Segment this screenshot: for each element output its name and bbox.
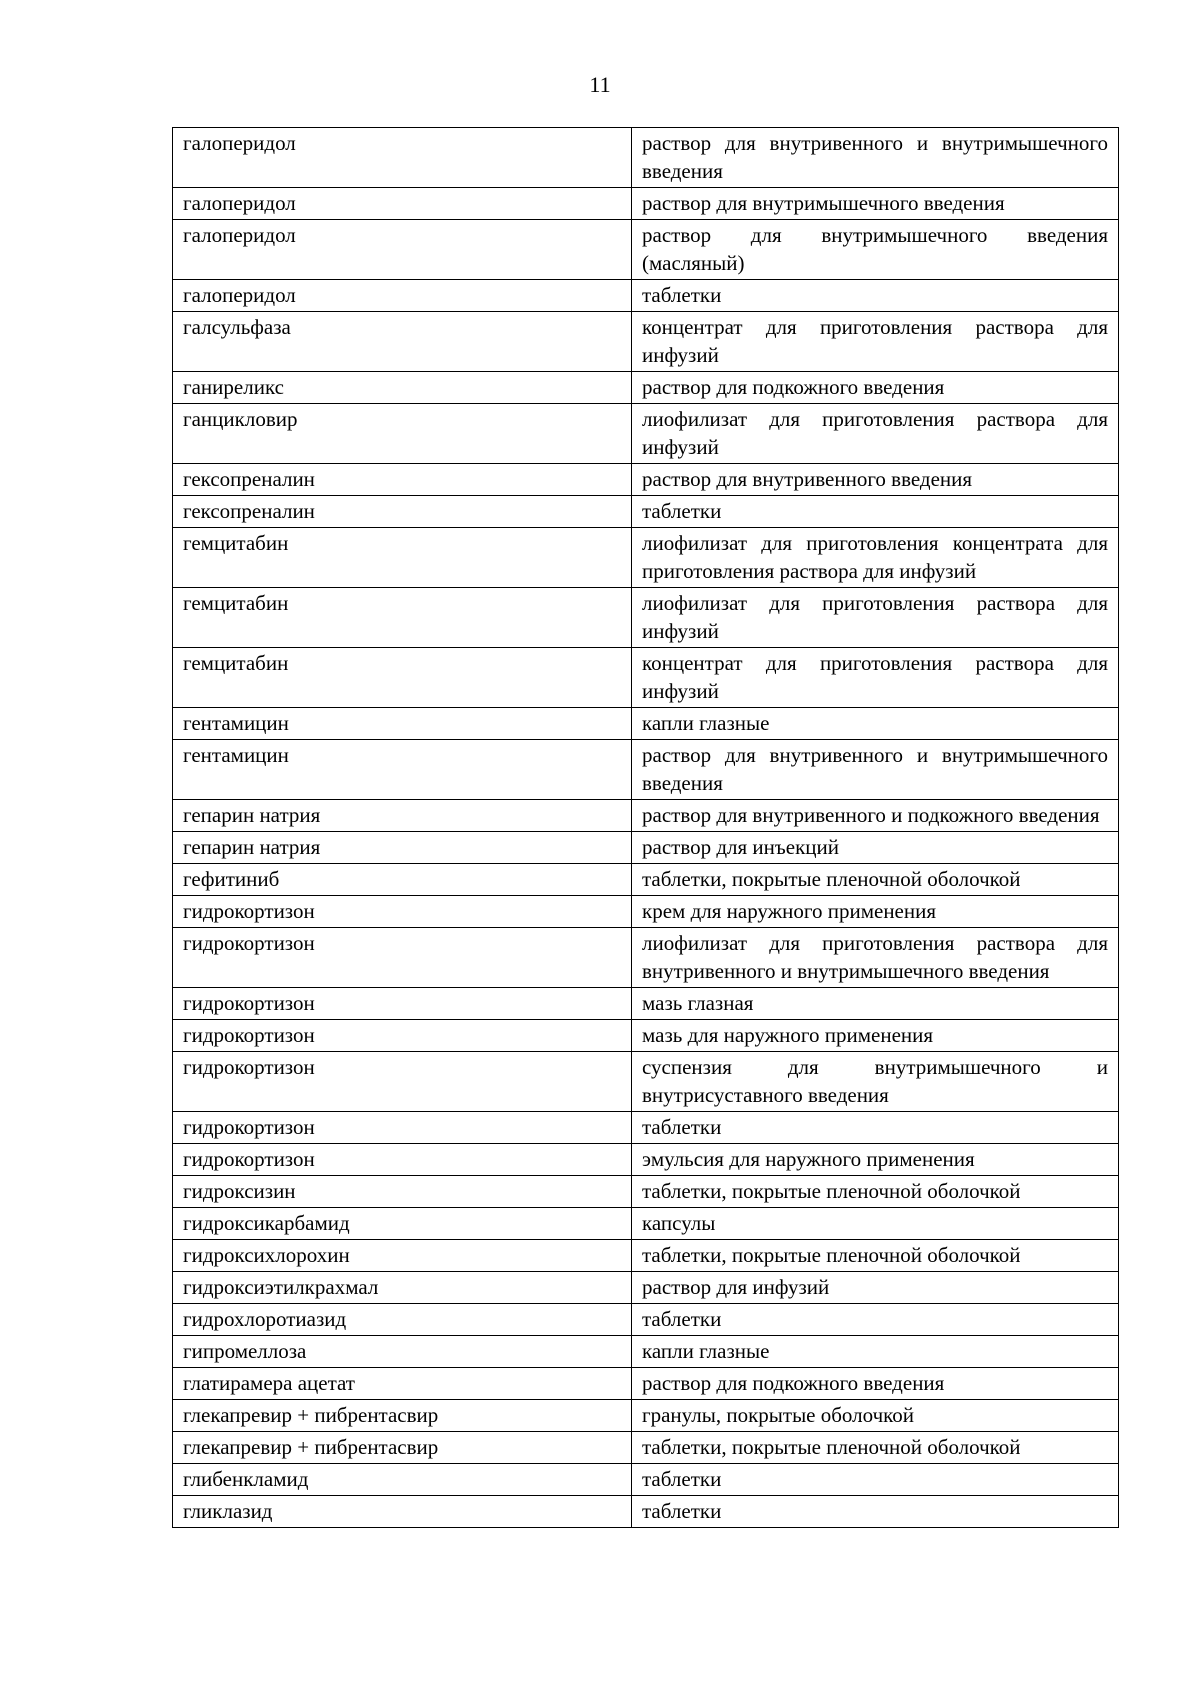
table-row (173, 832, 1119, 864)
dosage-form-cell: раствор для внутримышечного введения (масляный) (632, 220, 1119, 280)
dosage-form-cell: раствор для внутримышечного введения (632, 188, 1119, 220)
table-row (173, 1052, 1119, 1112)
dosage-form-cell: капсулы (632, 1208, 1119, 1240)
table-row (173, 988, 1119, 1020)
drug-name-cell: гефитиниб (173, 864, 632, 896)
dosage-form-cell: раствор для подкожного введения (632, 372, 1119, 404)
dosage-form-cell: концентрат для приготовления раствора для инфузий (632, 312, 1119, 372)
table-row (173, 928, 1119, 988)
dosage-form-cell: лиофилизат для приготовления раствора для внутривенного и внутримышечного введения (632, 928, 1119, 988)
drug-name-cell: гидрокортизон (173, 928, 632, 988)
dosage-form-cell: эмульсия для наружного применения (632, 1144, 1119, 1176)
table-row (173, 740, 1119, 800)
table-row (173, 648, 1119, 708)
table-row (173, 1272, 1119, 1304)
table-row (173, 188, 1119, 220)
drug-name-cell: гидрокортизон (173, 1052, 632, 1112)
table-row (173, 1400, 1119, 1432)
dosage-form-cell: гранулы, покрытые оболочкой (632, 1400, 1119, 1432)
drug-name-cell: гидрохлоротиазид (173, 1304, 632, 1336)
page-number: 11 (589, 72, 611, 97)
table-row (173, 1144, 1119, 1176)
dosage-form-cell: таблетки (632, 1496, 1119, 1528)
dosage-form-cell: таблетки (632, 1304, 1119, 1336)
table-row (173, 1208, 1119, 1240)
table-row (173, 1112, 1119, 1144)
table-row (173, 1464, 1119, 1496)
drug-name-cell: гидрокортизон (173, 1112, 632, 1144)
drug-name-cell: ганиреликс (173, 372, 632, 404)
drug-name-cell: гексопреналин (173, 496, 632, 528)
table-row (173, 1432, 1119, 1464)
drug-name-cell: галоперидол (173, 220, 632, 280)
dosage-form-cell: раствор для инфузий (632, 1272, 1119, 1304)
dosage-form-cell: таблетки, покрытые пленочной оболочкой (632, 1240, 1119, 1272)
table-row (173, 864, 1119, 896)
dosage-form-cell: таблетки (632, 280, 1119, 312)
drug-table-body (173, 128, 1119, 1528)
dosage-form-cell: суспензия для внутримышечного и внутрисуставного введения (632, 1052, 1119, 1112)
drug-name-cell: гидроксихлорохин (173, 1240, 632, 1272)
dosage-form-cell: таблетки (632, 1112, 1119, 1144)
table-row (173, 1496, 1119, 1528)
table-row (173, 588, 1119, 648)
dosage-form-cell: раствор для инъекций (632, 832, 1119, 864)
drug-name-cell: гипромеллоза (173, 1336, 632, 1368)
dosage-form-cell: мазь глазная (632, 988, 1119, 1020)
table-row (173, 128, 1119, 188)
table-row (173, 404, 1119, 464)
drug-name-cell: гентамицин (173, 708, 632, 740)
dosage-form-cell: таблетки, покрытые пленочной оболочкой (632, 1432, 1119, 1464)
dosage-form-cell: таблетки, покрытые пленочной оболочкой (632, 1176, 1119, 1208)
dosage-form-cell: мазь для наружного применения (632, 1020, 1119, 1052)
drug-name-cell: галсульфаза (173, 312, 632, 372)
drug-name-cell: глекапревир + пибрентасвир (173, 1432, 632, 1464)
drug-name-cell: глатирамера ацетат (173, 1368, 632, 1400)
table-row (173, 464, 1119, 496)
drug-name-cell: гентамицин (173, 740, 632, 800)
drug-name-cell: гликлазид (173, 1496, 632, 1528)
drug-name-cell: гидроксикарбамид (173, 1208, 632, 1240)
table-row (173, 220, 1119, 280)
drug-name-cell: гемцитабин (173, 588, 632, 648)
dosage-form-cell: лиофилизат для приготовления раствора для инфузий (632, 588, 1119, 648)
dosage-form-cell: крем для наружного применения (632, 896, 1119, 928)
table-row (173, 280, 1119, 312)
table-row (173, 1020, 1119, 1052)
dosage-form-cell: лиофилизат для приготовления концентрата для приготовления раствора для инфузий (632, 528, 1119, 588)
table-row (173, 800, 1119, 832)
table-row (173, 496, 1119, 528)
drug-name-cell: гидрокортизон (173, 988, 632, 1020)
dosage-form-cell: таблетки (632, 1464, 1119, 1496)
table-row (173, 528, 1119, 588)
drug-name-cell: глибенкламид (173, 1464, 632, 1496)
dosage-form-cell: раствор для внутривенного введения (632, 464, 1119, 496)
table-row (173, 372, 1119, 404)
table-row (173, 1368, 1119, 1400)
drug-name-cell: гидрокортизон (173, 1020, 632, 1052)
dosage-form-cell: раствор для внутривенного и внутримышечного введения (632, 128, 1119, 188)
dosage-form-cell: таблетки (632, 496, 1119, 528)
drug-name-cell: гидроксизин (173, 1176, 632, 1208)
drug-name-cell: глекапревир + пибрентасвир (173, 1400, 632, 1432)
dosage-form-cell: капли глазные (632, 1336, 1119, 1368)
drug-name-cell: гемцитабин (173, 528, 632, 588)
dosage-form-cell: концентрат для приготовления раствора для инфузий (632, 648, 1119, 708)
drug-name-cell: ганцикловир (173, 404, 632, 464)
table-row (173, 1240, 1119, 1272)
table-row (173, 896, 1119, 928)
drug-name-cell: гепарин натрия (173, 800, 632, 832)
drug-name-cell: гексопреналин (173, 464, 632, 496)
dosage-form-cell: капли глазные (632, 708, 1119, 740)
drug-name-cell: галоперидол (173, 128, 632, 188)
drug-table (172, 127, 1119, 1528)
dosage-form-cell: раствор для подкожного введения (632, 1368, 1119, 1400)
table-row (173, 1176, 1119, 1208)
drug-name-cell: галоперидол (173, 280, 632, 312)
drug-name-cell: гидроксиэтилкрахмал (173, 1272, 632, 1304)
drug-name-cell: гидрокортизон (173, 896, 632, 928)
table-row (173, 708, 1119, 740)
table-row (173, 1304, 1119, 1336)
drug-name-cell: гемцитабин (173, 648, 632, 708)
dosage-form-cell: раствор для внутривенного и внутримышечного введения (632, 740, 1119, 800)
drug-name-cell: галоперидол (173, 188, 632, 220)
dosage-form-cell: лиофилизат для приготовления раствора для инфузий (632, 404, 1119, 464)
drug-name-cell: гидрокортизон (173, 1144, 632, 1176)
drug-name-cell: гепарин натрия (173, 832, 632, 864)
table-row (173, 312, 1119, 372)
table-row (173, 1336, 1119, 1368)
dosage-form-cell: раствор для внутривенного и подкожного введения (632, 800, 1119, 832)
dosage-form-cell: таблетки, покрытые пленочной оболочкой (632, 864, 1119, 896)
